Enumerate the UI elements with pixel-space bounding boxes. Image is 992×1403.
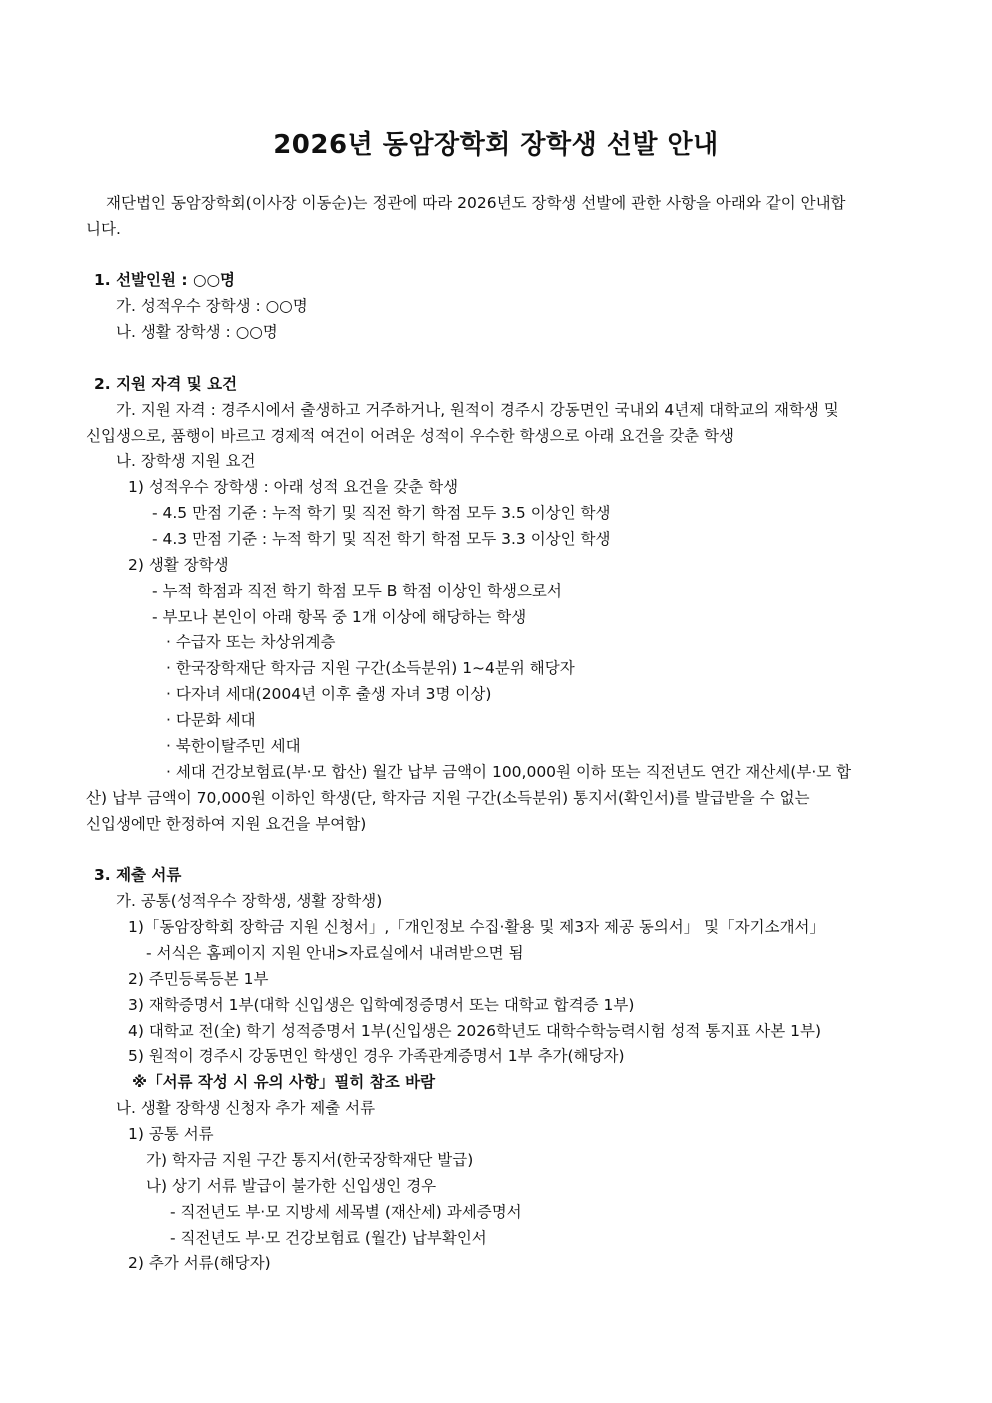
living-scholar-requirement: 2) 생활 장학생 [128,556,229,574]
section-2-item-a-line-1: 가. 지원 자격 : 경주시에서 출생하고 거주하거나, 원적이 경주시 강동면인 국내외 4년제 대학교의 재학생 및 [116,401,839,419]
section-2-heading: 2. 지원 자격 및 요건 [94,375,238,393]
eligibility-item: · 다문화 세대 [166,711,256,729]
merit-scholar-requirement: 1) 성적우수 장학생 : 아래 성적 요건을 갖춘 학생 [128,478,459,496]
document-item-enrollment-certificate: 3) 재학증명서 1부(대학 신입생은 입학예정증명서 또는 대학교 합격증 1부) [128,996,635,1014]
section-1-item-a: 가. 성적우수 장학생 : ○○명 [116,297,308,315]
intro-line-2: 니다. [86,220,121,238]
document-writing-notice: ※「서류 작성 시 유의 사항」필히 참조 바람 [132,1073,436,1091]
living-criterion-grade: - 누적 학점과 직전 학기 학점 모두 B 학점 이상인 학생으로서 [152,582,562,600]
section-3-item-a: 가. 공통(성적우수 장학생, 생활 장학생) [116,892,383,910]
document-item-transcript: 4) 대학교 전(全) 학기 성적증명서 1부(신입생은 2026학년도 대학수학능력시험 성적 통지표 사본 1부) [128,1022,822,1040]
freshman-document-tax: - 직전년도 부·모 지방세 세목별 (재산세) 과세증명서 [170,1203,522,1221]
merit-criterion-4-3: - 4.3 만점 기준 : 누적 학기 및 직전 학기 학점 모두 3.3 이상인 학생 [152,530,611,548]
eligibility-item: · 수급자 또는 차상위계층 [166,633,336,651]
eligibility-item: · 한국장학재단 학자금 지원 구간(소득분위) 1~4분위 해당자 [166,659,575,677]
section-3-item-b: 나. 생활 장학생 신청자 추가 제출 서류 [116,1099,376,1117]
eligibility-item-insurance-line-1: · 세대 건강보험료(부·모 합산) 월간 납부 금액이 100,000원 이하 또는 직전년도 연간 재산세(부·모 합 [166,763,852,781]
additional-documents: 2) 추가 서류(해당자) [128,1254,271,1272]
eligibility-item: · 북한이탈주민 세대 [166,737,301,755]
common-document-tuition-bracket: 가) 학자금 지원 구간 통지서(한국장학재단 발급) [146,1151,474,1169]
common-documents: 1) 공통 서류 [128,1125,214,1143]
common-document-freshman-case: 나) 상기 서류 발급이 불가한 신입생인 경우 [146,1177,437,1195]
document-item-forms-note: - 서식은 홈페이지 지원 안내>자료실에서 내려받으면 됨 [146,944,524,962]
intro-line-1: 재단법인 동암장학회(이사장 이동순)는 정관에 따라 2026년도 장학생 선발에 관한 사항을 아래와 같이 안내합 [106,194,846,212]
document-item-resident-registration: 2) 주민등록등본 1부 [128,970,269,988]
section-2-item-a-line-2: 신입생으로, 품행이 바르고 경제적 여건이 어려운 성적이 우수한 학생으로 아래 요건을 갖춘 학생 [86,427,735,445]
freshman-document-insurance: - 직전년도 부·모 건강보험료 (월간) 납부확인서 [170,1229,487,1247]
section-3-heading: 3. 제출 서류 [94,866,182,884]
section-1-item-b: 나. 생활 장학생 : ○○명 [116,323,278,341]
document-title: 2026년 동암장학회 장학생 선발 안내 [273,130,719,160]
eligibility-item-insurance-line-2: 산) 납부 금액이 70,000원 이하인 학생(단, 학자금 지원 구간(소득분위) 통지서(확인서)를 발급받을 수 없는 [86,789,810,807]
eligibility-item-insurance-line-3: 신입생에만 한정하여 지원 요건을 부여함) [86,815,367,833]
section-1-heading: 1. 선발인원 : ○○명 [94,271,235,289]
merit-criterion-4-5: - 4.5 만점 기준 : 누적 학기 및 직전 학기 학점 모두 3.5 이상인 학생 [152,504,611,522]
document-item-family-certificate: 5) 원적이 경주시 강동면인 학생인 경우 가족관계증명서 1부 추가(해당자) [128,1047,625,1065]
document-item-application-forms: 1)「동암장학회 장학금 지원 신청서」,「개인정보 수집·활용 및 제3자 제공 동의서」 및「자기소개서」 [128,918,826,936]
eligibility-item: · 다자녀 세대(2004년 이후 출생 자녀 3명 이상) [166,685,492,703]
section-2-item-b: 나. 장학생 지원 요건 [116,452,256,470]
living-criterion-eligibility: - 부모나 본인이 아래 항목 중 1개 이상에 해당하는 학생 [152,608,527,626]
